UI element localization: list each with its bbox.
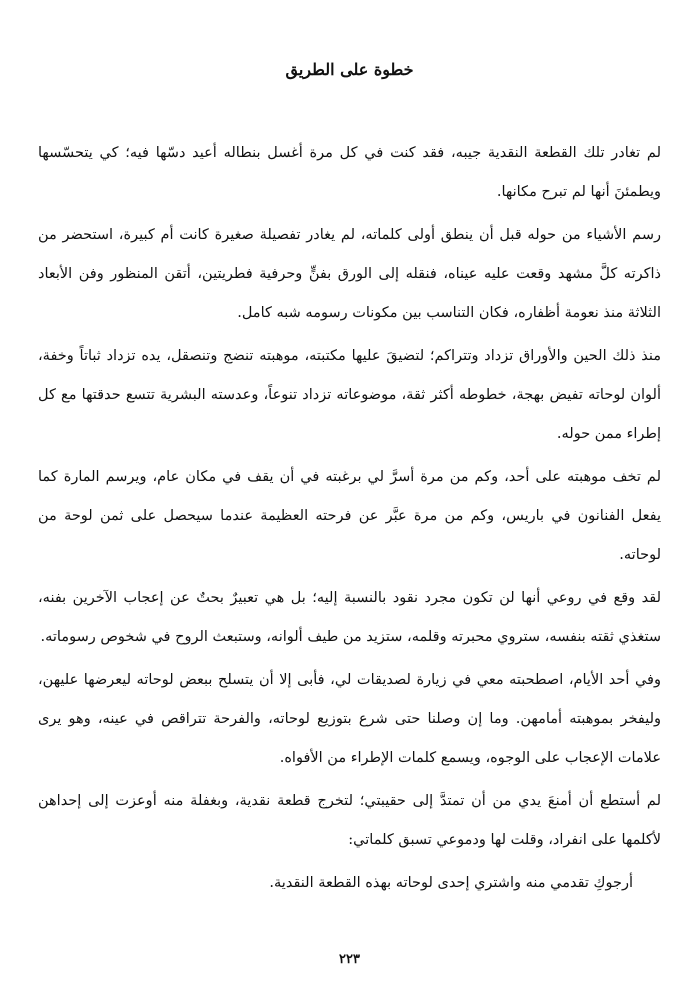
paragraph-3: منذ ذلك الحين والأوراق تزداد وتتراكم؛ لتضيقَ عليها مكتبته، موهبته تنضج وتنصقل، يده تزداد ثباتاً وخفة، ألوان لوحاته تفيض بهجة، خطوطه أكثر ثقة، موضوعاته تزداد تنوعاً، وعدسته البشرية تتسع حدقتها مع كل إطراء ممن حوله.	[38, 348, 661, 442]
paragraph-8: أرجوكِ تقدمي منه واشتري إحدى لوحاته بهذه القطعة النقدية.	[269, 875, 633, 891]
paragraph-6: وفي أحد الأيام، اصطحبته معي في زيارة لصديقات لي، فأبى إلا أن يتسلح ببعض لوحاته ليعرضها عليهن، وليفخر بموهبته أمامهن. وما إن وصلنا حتى شرع بتوزيع لوحاته، والفرحة تتراقص في عينه، وهو يرى علامات الإعجاب على الوجوه، ويسمع كلمات الإطراء من الأفواه.	[38, 672, 661, 766]
paragraph-1: لم تغادر تلك القطعة النقدية جيبه، فقد كنت في كل مرة أغسل بنطاله أعيد دسّها فيه؛ كي يتحسّسها ويطمئنَ أنها لم تبرح مكانها.	[38, 145, 661, 200]
paragraph-7: لم أستطع أن أمنعَ يدي من أن تمتدَّ إلى حقيبتي؛ لتخرج قطعة نقدية، وبغفلة منه أوعزت إلى إحداهن لأكلمها على انفراد، وقلت لها ودموعي تسبق كلماتي:	[38, 793, 661, 848]
paragraph-2: رسم الأشياء من حوله قبل أن ينطق أولى كلماته، لم يغادر تفصيلة صغيرة كانت أم كبيرة، استحضر من ذاكرته كلَّ مشهد وقعت عليه عيناه، فنقله إلى الورق بفنٍّ وحرفية فطريتين، أتقن المنظور وفن الأبعاد الثلاثة منذ نعومة أظفاره، فكان التناسب بين مكونات رسومه شبه كامل.	[38, 227, 661, 321]
paragraph-5: لقد وقع في روعي أنها لن تكون مجرد نقود بالنسبة إليه؛ بل هي تعبيرٌ بحتٌ عن إعجاب الآخرين بفنه، ستغذي ثقته بنفسه، ستروي محبرته وقلمه، ستزيد من طيف ألوانه، وستبعث الروح في شخوص رسوماته.	[38, 590, 661, 645]
page-number: ٢٢٣	[339, 952, 360, 967]
story-body	[38, 134, 661, 903]
paragraph-4: لم تخف موهبته على أحد، وكم من مرة أسرَّ لي برغبته في أن يقف في مكان عام، ويرسم المارة كما يفعل الفنانون في باريس، وكم من مرة عبَّر عن فرحته العظيمة عندما سيحصل على ثمن لوحة من لوحاته.	[38, 469, 661, 563]
page-title: خطوة على الطريق	[285, 60, 414, 79]
